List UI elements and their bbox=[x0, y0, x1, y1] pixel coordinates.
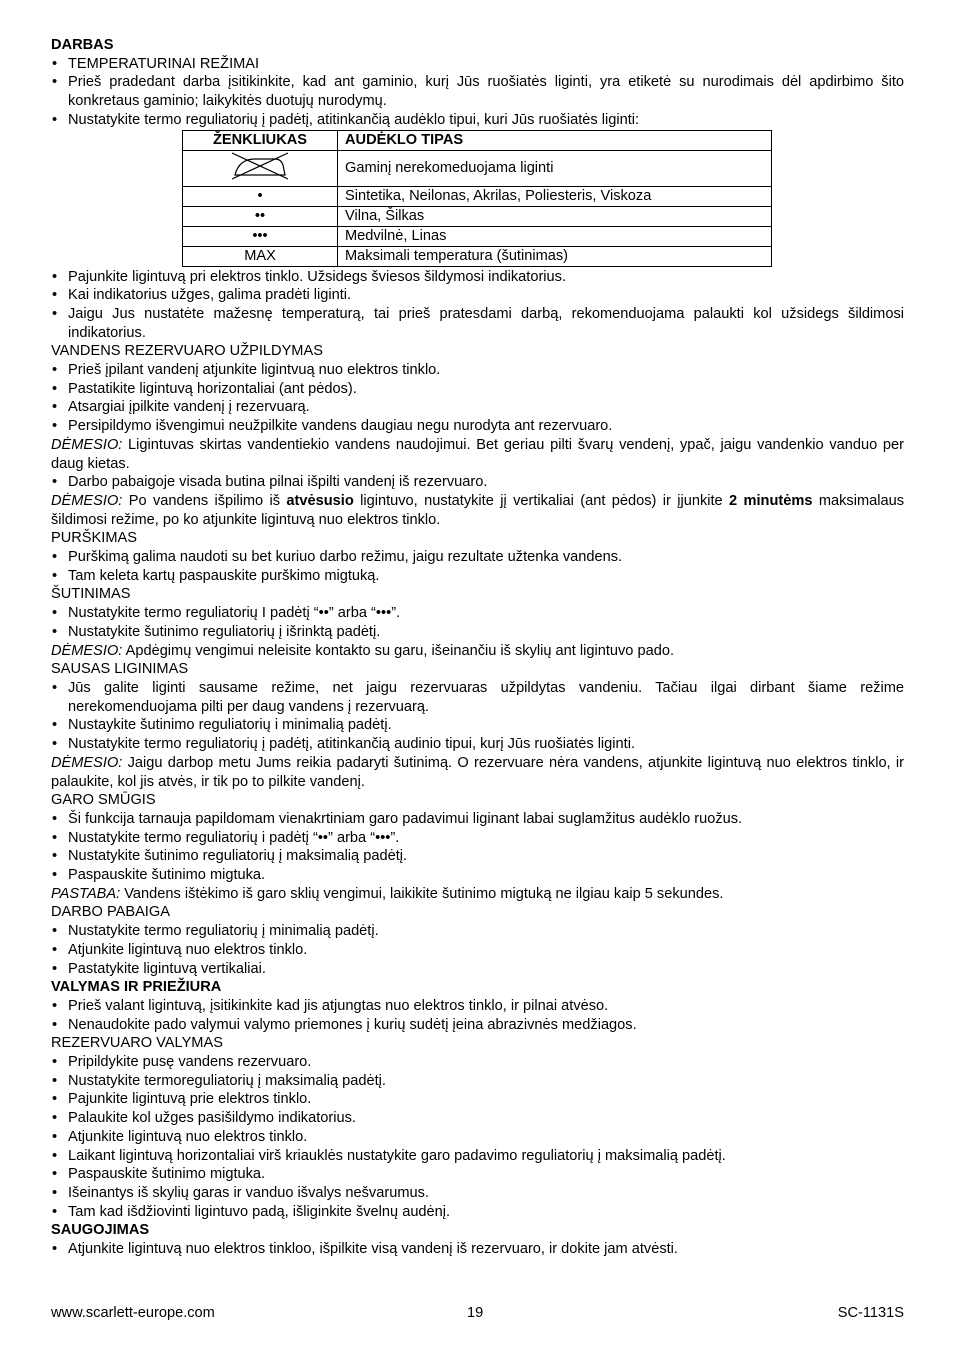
heading-tank-cleaning: REZERVUARO VALYMAS bbox=[51, 1035, 223, 1052]
list-item: • Jaigu Jus nustatėte mažesnę temperaturą, tai prieš pratesdami darbą, rekomenduojama palaukti kol užsidegs šildimosi indikatorius. bbox=[51, 305, 904, 342]
table-row bbox=[183, 246, 772, 266]
table-cell-fabric: Vilna, Šilkas bbox=[338, 206, 772, 226]
heading-end-of-work: DARBO PABAIGA bbox=[51, 904, 170, 921]
table-row bbox=[183, 206, 772, 226]
note-text: Jaigu darbop metu Jums reikia padaryti šutinimą. O rezervuare nėra vandens, atjunkite ligintuvą nuo elektros tinklo, ir palaukite, kol jis atvės, ir tik po to pilkite vandenį. bbox=[51, 754, 904, 790]
note-text: Apdėgimų vengimui neleisite kontakto su garu, išeinančiu iš skylių ant ligintuvo pado. bbox=[122, 642, 674, 659]
list-item: • Paspauskite šutinimo migtuka. bbox=[51, 866, 904, 885]
table-cell-fabric: Sintetika, Neilonas, Akrilas, Poliesteris, Viskoza bbox=[338, 186, 772, 206]
table-header-symbol: ŽENKLIUKAS bbox=[183, 130, 338, 150]
note-paragraph bbox=[51, 885, 904, 904]
list-item: • Nustatykite termo reguliatorių į padėtį, atitinkančią audėklo tipui, kuri Jūs ruošiatės liginti: bbox=[51, 111, 904, 130]
note-text: maksimalaus šildimosi režime, po ko atjunkite ligintuvą nuo elektros tinklo. bbox=[51, 492, 904, 528]
note-paragraph bbox=[51, 492, 904, 529]
footer-model: SC-1131S bbox=[837, 1305, 904, 1321]
heading-darbas: DARBAS bbox=[51, 37, 114, 53]
list-item: • Išeinantys iš skylių garas ir vanduo išvalys nešvarumus. bbox=[51, 1184, 904, 1203]
note-paragraph bbox=[51, 642, 904, 661]
list-item: • TEMPERATURINAI REŽIMAI bbox=[51, 55, 904, 74]
note-bold: 2 minutėms bbox=[729, 492, 813, 509]
note-text: Vandens ištėkimo iš garo sklių vengimui, laikikite šutinimo migtuką ne ilgiau kaip 5 sekundes. bbox=[120, 885, 724, 902]
list-item: • Nustatykite termo reguliatorių į minimalią padėtį. bbox=[51, 922, 904, 941]
list-item: • Nustatykite šutinimo reguliatorių į maksimalią padėtį. bbox=[51, 847, 904, 866]
no-iron-icon bbox=[229, 151, 291, 181]
heading-storage: SAUGOJIMAS bbox=[51, 1222, 150, 1239]
document-body bbox=[51, 36, 904, 1259]
note-label: PASTABA: bbox=[51, 885, 121, 902]
list-item: • Prieš įpilant vandenį atjunkite ligintvuą nuo elektros tinklo. bbox=[51, 361, 904, 380]
list-item: • Nustatykite termo reguliatorių į padėtį, atitinkančią audinio tipui, kurį Jūs ruošiatės liginti. bbox=[51, 735, 904, 754]
list-item: • Nustaykite šutinimo reguliatorių i minimalią padėtį. bbox=[51, 716, 904, 735]
list-item: • Purškimą galima naudoti su bet kuriuo darbo režimu, jaigu rezultate užtenka vandens. bbox=[51, 548, 904, 567]
list-item: • Jūs galite liginti sausame režime, net jaigu rezervuaras užpildytas vandeniu. Tačiau ilgai dirbant šiame režime nerekomenduojama pilti per daug vandens į rezervuarą. bbox=[51, 679, 904, 716]
list-item: • Prieš valant ligintuvą, įsitikinkite kad jis atjungtas nuo elektros tinklo, ir pilnai atvėso. bbox=[51, 997, 904, 1016]
list-item: • Persipildymo išvengimui neužpilkite vandens daugiau negu nurodyta ant rezervuaro. bbox=[51, 417, 904, 436]
table-cell-symbol: •• bbox=[183, 206, 338, 226]
table-cell-fabric: Maksimali temperatura (šutinimas) bbox=[338, 246, 772, 266]
note-bold: atvėsusio bbox=[286, 492, 354, 509]
table-row bbox=[183, 226, 772, 246]
list-item: • Nenaudokite pado valymui valymo priemones į kurių sudėtį įeina abrazivnės medžiagos. bbox=[51, 1016, 904, 1035]
list-item: • Laikant ligintuvą horizontaliai virš kriauklės nustatykite garo padavimo reguliatorių į maksimalią padėtį. bbox=[51, 1147, 904, 1166]
table-header-row bbox=[183, 130, 772, 150]
list-item: • Nustatykite termo reguliatorių I padėtį “••” arba “•••”. bbox=[51, 604, 904, 623]
heading-spray: PURŠKIMAS bbox=[51, 530, 137, 547]
note-label: DĖMESIO: bbox=[51, 754, 123, 771]
note-label: DĖMESIO: bbox=[51, 492, 123, 509]
table-cell-symbol: ••• bbox=[183, 226, 338, 246]
note-paragraph bbox=[51, 754, 904, 791]
list-item: • Nustatykite termo reguliatorių i padėtį “••” arba “•••”. bbox=[51, 829, 904, 848]
heading-steam: ŠUTINIMAS bbox=[51, 586, 131, 603]
table-cell-fabric: Medvilnė, Linas bbox=[338, 226, 772, 246]
note-text: Ligintuvas skirtas vandentiekio vandens naudojimui. Bet geriau pilti švarų vendenį, ypač, jaigu vandenkio vanduo per daug kietas. bbox=[51, 436, 904, 472]
heading-water-fill: VANDENS REZERVUARO UŽPILDYMAS bbox=[51, 343, 323, 360]
table-row bbox=[183, 150, 772, 186]
list-item: • Ši funkcija tarnauja papildomam vienakrtiniam garo padavimui liginant labai suglamžitus audėklo ruožus. bbox=[51, 810, 904, 829]
list-item: • Nustatykite šutinimo reguliatorių į išrinktą padėtį. bbox=[51, 623, 904, 642]
heading-steam-shot: GARO SMŪGIS bbox=[51, 792, 156, 809]
note-text: ligintuvo, nustatykite jį vertikaliai (ant pėdos) ir įjunkite bbox=[353, 492, 730, 509]
list-item: • Nustatykite termoreguliatorių į maksimalią padėtį. bbox=[51, 1072, 904, 1091]
list-item: • Pajunkite ligintuvą pri elektros tinklo. Užsidegs šviesos šildymosi indikatorius. bbox=[51, 268, 904, 287]
table-cell-symbol bbox=[183, 150, 338, 186]
note-label: DĖMESIO: bbox=[51, 642, 123, 659]
list-item: • Atjunkite ligintuvą nuo elektros tinkloo, išpilkite visą vandenį iš rezervuaro, ir dokite jam atvėsti. bbox=[51, 1240, 904, 1259]
note-paragraph bbox=[51, 436, 904, 473]
page-number: 19 bbox=[467, 1305, 484, 1321]
list-item: • Pastatikite ligintuvą horizontaliai (ant pėdos). bbox=[51, 380, 904, 399]
list-item: • Pripildykite pusę vandens rezervuaro. bbox=[51, 1053, 904, 1072]
note-label: DĖMESIO: bbox=[51, 436, 123, 453]
footer-website: www.scarlett-europe.com bbox=[51, 1305, 215, 1321]
list-item: • Atjunkite ligintuvą nuo elektros tinklo. bbox=[51, 1128, 904, 1147]
list-item: • Atjunkite ligintuvą nuo elektros tinklo. bbox=[51, 941, 904, 960]
table-header-fabric: AUDĖKLO TIPAS bbox=[338, 130, 772, 150]
table-cell-symbol: MAX bbox=[183, 246, 338, 266]
list-item: • Atsargiai įpilkite vandenį į rezervuarą. bbox=[51, 398, 904, 417]
list-item: • Pastatykite ligintuvą vertikaliai. bbox=[51, 960, 904, 979]
heading-dry-ironing: SAUSAS LIGINIMAS bbox=[51, 661, 189, 678]
heading-cleaning: VALYMAS IR PRIEŽIURA bbox=[51, 979, 222, 996]
list-item: • Darbo pabaigoje visada butina pilnai išpilti vandenį iš rezervuaro. bbox=[51, 473, 904, 492]
list-item: • Kai indikatorius užges, galima pradėti liginti. bbox=[51, 286, 904, 305]
list-item: • Tam keleta kartų paspauskite purškimo migtuką. bbox=[51, 567, 904, 586]
list-item: • Paspauskite šutinimo migtuka. bbox=[51, 1165, 904, 1184]
note-text: Po vandens išpilimo iš bbox=[122, 492, 287, 509]
list-item: • Pajunkite ligintuvą prie elektros tinklo. bbox=[51, 1090, 904, 1109]
table-cell-fabric: Gaminį nerekomeduojama liginti bbox=[338, 150, 772, 186]
list-item: • Palaukite kol užges pasišildymo indikatorius. bbox=[51, 1109, 904, 1128]
table-row bbox=[183, 186, 772, 206]
list-item: • Tam kad išdžiovinti ligintuvo padą, išliginkite švelnų audėnį. bbox=[51, 1203, 904, 1222]
fabric-table bbox=[182, 130, 772, 267]
list-item: • Prieš pradedant darba įsitikinkite, kad ant gaminio, kurį Jūs ruošiatės liginti, yra etiketė su nurodimais dėl apdirbimo šito konkretaus gaminio; laikykitės duotujų nurodymų. bbox=[51, 73, 904, 110]
table-cell-symbol: • bbox=[183, 186, 338, 206]
